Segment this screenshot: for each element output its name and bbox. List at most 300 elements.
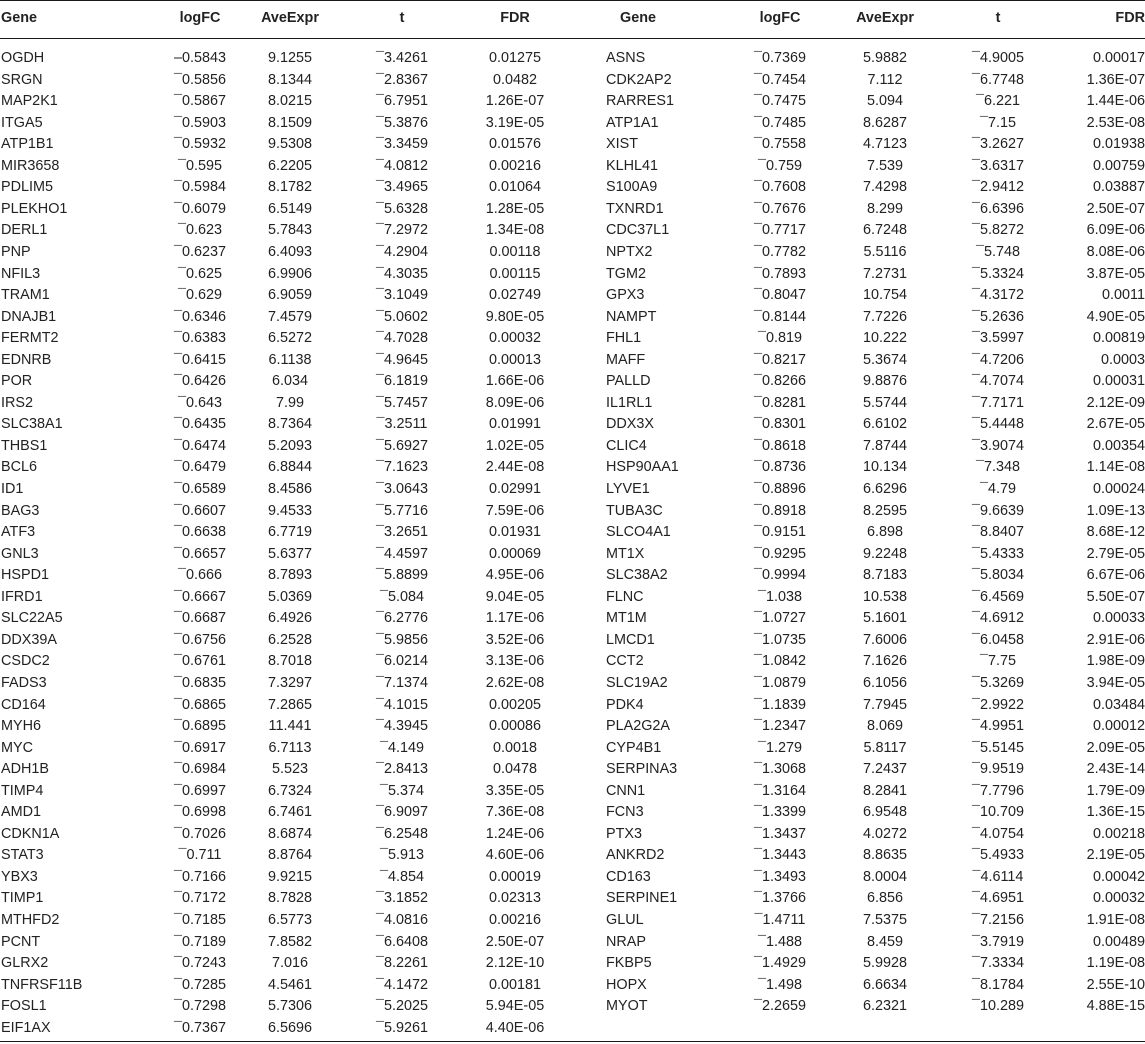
cell-logfc: ¯0.8266 [754, 373, 806, 390]
cell-logfc: ¯0.6474 [174, 437, 226, 454]
cell-t: ¯4.0754 [972, 825, 1024, 842]
cell-logfc: ¯0.5984 [174, 179, 226, 196]
cell-logfc: ¯1.4929 [754, 955, 806, 972]
cell-logfc: ¯0.7454 [754, 71, 806, 88]
cell-t: ¯4.1015 [376, 696, 428, 713]
cell-aveexpr: 8.299 [866, 200, 903, 217]
cell-t: ¯4.7206 [972, 351, 1024, 368]
cell-t: ¯5.6927 [376, 437, 428, 454]
cell-fdr: 0.00216 [488, 912, 542, 928]
table-row [0, 457, 1145, 479]
cell-logfc: ¯0.7285 [174, 976, 226, 993]
cell-t: ¯5.4448 [972, 416, 1024, 433]
cell-logfc: ¯0.7485 [754, 114, 806, 131]
cell-t: ¯5.9261 [376, 1019, 428, 1036]
cell-logfc: ¯0.7189 [174, 933, 226, 950]
header-row [0, 8, 1145, 30]
cell-fdr: 3.94E-05 [1086, 674, 1145, 691]
cell-fdr: 0.0478 [492, 761, 537, 778]
cell-logfc: ¯0.759 [758, 157, 802, 174]
cell-gene: PLEKHO1 [1, 200, 68, 217]
cell-gene: CYP4B1 [606, 739, 662, 756]
cell-aveexpr: 5.523 [271, 761, 308, 778]
cell-gene: TGM2 [606, 265, 646, 282]
table-row [0, 608, 1145, 630]
cell-t: ¯9.9519 [972, 761, 1024, 778]
cell-logfc: ¯0.7608 [754, 179, 806, 196]
cell-gene: MAFF [606, 351, 646, 368]
cell-fdr: 0.00019 [488, 868, 542, 885]
cell-aveexpr: 6.4926 [267, 610, 312, 627]
cell-gene: YBX3 [1, 868, 38, 885]
cell-t: ¯4.3035 [376, 265, 428, 282]
cell-logfc: ¯1.0727 [754, 610, 806, 627]
cell-fdr: 2.43E-14 [1086, 761, 1145, 778]
cell-logfc: ¯0.7166 [174, 868, 226, 885]
cell-aveexpr: 6.2528 [267, 631, 312, 648]
cell-aveexpr: 6.7113 [268, 739, 312, 756]
cell-gene: BCL6 [1, 459, 37, 476]
cell-fdr: 0.00024 [1092, 481, 1145, 497]
cell-aveexpr: 6.7248 [862, 222, 907, 239]
cell-logfc: ¯0.6589 [174, 481, 226, 497]
cell-fdr: 1.66E-06 [485, 373, 545, 390]
cell-t: ¯5.913 [380, 847, 424, 864]
table-row [0, 695, 1145, 717]
cell-aveexpr: 6.9059 [267, 287, 312, 304]
cell-gene: TUBA3C [606, 502, 663, 519]
cell-t: ¯7.2156 [972, 912, 1024, 928]
cell-t: ¯5.9856 [376, 631, 428, 648]
cell-aveexpr: 7.7226 [862, 308, 907, 325]
cell-gene: GLRX2 [1, 955, 49, 972]
cell-fdr: 0.00759 [1092, 157, 1145, 174]
table-row [0, 371, 1145, 393]
cell-gene: FHL1 [606, 330, 642, 347]
cell-aveexpr: 10.134 [862, 459, 907, 476]
cell-gene: FCN3 [606, 804, 644, 821]
table-row [0, 48, 1145, 70]
cell-logfc: ¯1.3443 [754, 847, 806, 864]
cell-logfc: ¯0.8217 [754, 351, 806, 368]
cell-t: ¯5.7457 [376, 394, 428, 411]
cell-fdr: 6.09E-06 [1086, 222, 1145, 239]
cell-gene: TRAM1 [1, 287, 50, 304]
cell-t: ¯5.5145 [972, 739, 1024, 756]
cell-t: ¯6.0214 [376, 653, 428, 670]
cell-fdr: 0.01064 [488, 179, 542, 196]
cell-fdr: 0.00042 [1092, 868, 1145, 885]
cell-aveexpr: 6.2321 [862, 998, 907, 1015]
cell-fdr: 0.01576 [488, 136, 542, 153]
cell-gene: BAG3 [1, 502, 40, 519]
cell-fdr: 2.50E-07 [1086, 200, 1145, 217]
cell-t: ¯10.289 [972, 998, 1024, 1015]
cell-logfc: ¯0.9151 [754, 524, 806, 541]
cell-logfc: ¯0.6865 [174, 696, 226, 713]
cell-logfc: ¯0.6997 [174, 782, 226, 799]
cell-logfc: ¯0.7893 [754, 265, 806, 282]
table-row [0, 436, 1145, 458]
cell-gene: MTHFD2 [1, 912, 60, 928]
cell-aveexpr: 7.8582 [267, 933, 312, 950]
cell-logfc: ¯2.2659 [754, 998, 806, 1015]
cell-fdr: 2.09E-05 [1086, 739, 1145, 756]
cell-t: ¯4.0816 [376, 912, 428, 928]
cell-fdr: 2.55E-10 [1086, 976, 1145, 993]
cell-logfc: ¯0.6895 [174, 718, 226, 735]
cell-gene: PCNT [1, 933, 41, 950]
cell-aveexpr: 8.1509 [267, 114, 312, 131]
table-row [0, 242, 1145, 264]
cell-logfc: ¯0.9994 [754, 567, 806, 584]
cell-t: ¯4.6114 [972, 868, 1024, 885]
cell-t: ¯5.3876 [376, 114, 428, 131]
cell-fdr: 0.00012 [1092, 718, 1145, 735]
cell-aveexpr: 7.539 [866, 157, 903, 174]
cell-aveexpr: 8.8635 [862, 847, 907, 864]
cell-logfc: ¯0.8144 [754, 308, 806, 325]
cell-gene: THBS1 [1, 437, 48, 454]
cell-fdr: 0.00115 [489, 265, 541, 282]
cell-t: ¯4.6951 [972, 890, 1024, 907]
cell-t: ¯5.084 [380, 588, 424, 605]
cell-fdr: 0.0482 [492, 71, 537, 88]
cell-gene: HOPX [606, 976, 647, 993]
cell-fdr: 9.04E-05 [485, 588, 545, 605]
cell-aveexpr: 10.222 [862, 330, 907, 347]
table-row [0, 522, 1145, 544]
cell-aveexpr: 5.7306 [267, 998, 312, 1015]
cell-t: ¯5.8899 [376, 567, 428, 584]
table-row [0, 781, 1145, 803]
cell-gene: MYC [1, 739, 33, 756]
cell-gene: GPX3 [606, 287, 645, 304]
cell-fdr: 3.35E-05 [485, 782, 545, 799]
cell-logfc: ¯1.4711 [754, 912, 806, 928]
cell-logfc: ¯0.623 [178, 222, 222, 239]
cell-t: ¯5.8034 [972, 567, 1024, 584]
cell-t: ¯7.348 [976, 459, 1020, 476]
cell-logfc: ¯0.8618 [754, 437, 806, 454]
cell-fdr: 1.34E-08 [485, 222, 545, 239]
cell-aveexpr: 8.6874 [267, 825, 312, 842]
cell-t: ¯7.1374 [376, 674, 428, 691]
cell-fdr: 2.79E-05 [1086, 545, 1145, 562]
cell-gene: FADS3 [1, 674, 47, 691]
header-fdr-right: FDR [1115, 10, 1145, 26]
cell-gene: GNL3 [1, 545, 39, 562]
table-row [0, 177, 1145, 199]
cell-aveexpr: 9.9215 [267, 868, 312, 885]
cell-t: ¯4.6912 [972, 610, 1024, 627]
cell-fdr: 0.0003 [1100, 351, 1145, 368]
cell-fdr: 4.95E-06 [485, 567, 545, 584]
cell-logfc: ¯0.8918 [754, 502, 806, 519]
table-row [0, 953, 1145, 975]
cell-fdr: 0.00181 [488, 976, 542, 993]
cell-fdr: 3.87E-05 [1086, 265, 1145, 282]
cell-t: ¯2.9922 [972, 696, 1024, 713]
cell-t: ¯6.6396 [972, 200, 1024, 217]
cell-aveexpr: 6.7719 [267, 524, 312, 541]
cell-aveexpr: 5.1601 [862, 610, 907, 627]
cell-fdr: 6.67E-06 [1086, 567, 1145, 584]
cell-fdr: 0.00033 [1092, 610, 1145, 627]
cell-gene: FERMT2 [1, 330, 59, 347]
table-row [0, 910, 1145, 932]
cell-t: ¯9.6639 [972, 502, 1024, 519]
cell-gene: MYH6 [1, 718, 41, 735]
cell-fdr: 0.02313 [488, 890, 542, 907]
cell-aveexpr: 5.8117 [863, 739, 907, 756]
cell-logfc: ¯0.7782 [754, 243, 806, 260]
cell-gene: TIMP4 [1, 782, 44, 799]
cell-gene: ID1 [1, 481, 24, 497]
cell-fdr: 1.17E-06 [485, 610, 545, 627]
cell-gene: TXNRD1 [606, 200, 664, 217]
cell-t: ¯8.1784 [972, 976, 1024, 993]
cell-aveexpr: 4.5461 [267, 976, 312, 993]
table-row [0, 824, 1145, 846]
cell-aveexpr: 8.8764 [267, 847, 312, 864]
cell-aveexpr: 6.4093 [267, 243, 312, 260]
cell-fdr: 0.01931 [488, 524, 542, 541]
table-row [0, 328, 1145, 350]
header-logfc-right: logFC [759, 10, 801, 26]
cell-logfc: ¯0.7185 [174, 912, 226, 928]
cell-logfc: ¯1.1839 [754, 696, 806, 713]
cell-fdr: 0.00489 [1092, 933, 1145, 950]
cell-t: ¯3.2511 [376, 416, 428, 433]
cell-fdr: 2.19E-05 [1086, 847, 1145, 864]
table-row [0, 91, 1145, 113]
cell-aveexpr: 5.9882 [862, 50, 907, 66]
cell-t: ¯3.6317 [972, 157, 1024, 174]
cell-logfc: ¯1.0735 [754, 631, 806, 648]
cell-t: ¯4.9005 [972, 50, 1024, 66]
cell-logfc: ¯0.7369 [754, 50, 806, 66]
cell-t: ¯5.2636 [972, 308, 1024, 325]
cell-fdr: 0.00205 [488, 696, 542, 713]
cell-aveexpr: 7.5375 [862, 912, 907, 928]
cell-fdr: 1.24E-06 [485, 825, 545, 842]
cell-gene: POR [1, 373, 33, 390]
cell-t: ¯7.7171 [972, 394, 1024, 411]
header-rule [0, 38, 1145, 39]
cell-logfc: ¯0.7367 [174, 1019, 226, 1036]
table-row [0, 888, 1145, 910]
cell-aveexpr: 5.6377 [267, 545, 312, 562]
table-row [0, 414, 1145, 436]
cell-aveexpr: 8.6287 [862, 114, 907, 131]
cell-fdr: 9.80E-05 [485, 308, 545, 325]
cell-gene: FLNC [606, 588, 644, 605]
table-row [0, 565, 1145, 587]
cell-fdr: 1.91E-08 [1086, 912, 1145, 928]
table-row [0, 479, 1145, 501]
cell-logfc: ¯0.8896 [754, 481, 806, 497]
table-row [0, 220, 1145, 242]
cell-fdr: 0.02991 [488, 481, 542, 497]
cell-aveexpr: 5.5744 [862, 394, 907, 411]
cell-logfc: ¯0.9295 [754, 545, 806, 562]
cell-fdr: 1.09E-13 [1086, 502, 1145, 519]
cell-logfc: ¯0.7676 [754, 200, 806, 217]
cell-logfc: ¯0.6435 [174, 416, 226, 433]
cell-t: ¯5.3269 [972, 674, 1024, 691]
cell-t: ¯4.9645 [376, 351, 428, 368]
table-row [0, 264, 1145, 286]
cell-gene: MT1M [606, 610, 647, 627]
cell-fdr: 0.00118 [489, 243, 541, 260]
cell-t: ¯5.4333 [972, 545, 1024, 562]
cell-gene: PLA2G2A [606, 718, 670, 735]
cell-gene: PDLIM5 [1, 179, 53, 196]
cell-fdr: 0.03484 [1092, 696, 1145, 713]
cell-logfc: ¯0.6079 [174, 200, 226, 217]
cell-t: ¯3.4965 [376, 179, 428, 196]
cell-gene: GLUL [606, 912, 644, 928]
cell-gene: MIR3658 [1, 157, 60, 174]
cell-logfc: ¯0.643 [178, 394, 222, 411]
bottom-rule [0, 1041, 1145, 1042]
cell-fdr: 1.02E-05 [485, 437, 545, 454]
cell-aveexpr: 6.1056 [862, 674, 907, 691]
cell-aveexpr: 4.0272 [862, 825, 907, 842]
cell-gene: SLC38A1 [1, 416, 63, 433]
cell-logfc: ¯0.666 [178, 567, 222, 584]
cell-gene: SERPINA3 [606, 761, 678, 778]
cell-gene: NAMPT [606, 308, 657, 325]
cell-logfc: ¯0.6761 [174, 653, 226, 670]
cell-gene: MYOT [606, 998, 648, 1015]
table-row [0, 932, 1145, 954]
cell-t: ¯6.4569 [972, 588, 1024, 605]
cell-fdr: 2.12E-09 [1086, 394, 1145, 411]
cell-gene: RARRES1 [606, 93, 674, 110]
cell-fdr: 8.09E-06 [485, 394, 545, 411]
cell-fdr: 2.91E-06 [1086, 631, 1145, 648]
table-row [0, 307, 1145, 329]
cell-gene: DNAJB1 [1, 308, 57, 325]
cell-logfc: –0.5843 [173, 50, 227, 66]
cell-gene: SLC22A5 [1, 610, 63, 627]
cell-gene: CDKN1A [1, 825, 60, 842]
cell-gene: PDK4 [606, 696, 644, 713]
cell-fdr: 0.00017 [1092, 50, 1145, 66]
cell-t: ¯3.1852 [376, 890, 428, 907]
cell-fdr: 0.0011 [1102, 287, 1145, 304]
cell-t: ¯6.0458 [972, 631, 1024, 648]
cell-logfc: ¯1.3164 [754, 782, 806, 799]
cell-aveexpr: 6.5696 [267, 1019, 312, 1036]
cell-t: ¯6.2776 [376, 610, 428, 627]
cell-fdr: 3.13E-06 [485, 653, 545, 670]
cell-logfc: ¯1.279 [758, 739, 802, 756]
cell-aveexpr: 8.7364 [267, 416, 312, 433]
cell-aveexpr: 6.1138 [268, 351, 312, 368]
cell-aveexpr: 6.5272 [267, 330, 312, 347]
cell-aveexpr: 10.754 [862, 287, 907, 304]
cell-t: ¯3.2651 [376, 524, 428, 541]
cell-t: ¯6.9097 [376, 804, 428, 821]
cell-gene: MT1X [606, 545, 645, 562]
cell-logfc: ¯1.3399 [754, 804, 806, 821]
cell-t: ¯5.748 [976, 243, 1020, 260]
cell-aveexpr: 6.5149 [267, 200, 312, 217]
cell-logfc: ¯0.629 [178, 287, 222, 304]
cell-fdr: 0.00032 [1092, 890, 1145, 907]
cell-fdr: 0.01938 [1092, 136, 1145, 153]
cell-aveexpr: 8.0215 [267, 93, 312, 110]
header-t-left: t [399, 10, 405, 26]
table-row [0, 587, 1145, 609]
cell-fdr: 4.88E-15 [1086, 998, 1145, 1015]
cell-aveexpr: 7.6006 [862, 631, 907, 648]
table-row [0, 113, 1145, 135]
cell-aveexpr: 7.4579 [267, 308, 312, 325]
table-row [0, 199, 1145, 221]
cell-t: ¯3.0643 [376, 481, 428, 497]
cell-gene: HSP90AA1 [606, 459, 679, 476]
cell-aveexpr: 7.7945 [862, 696, 907, 713]
cell-aveexpr: 7.112 [867, 71, 903, 88]
table-row [0, 134, 1145, 156]
cell-aveexpr: 5.3674 [862, 351, 907, 368]
table-row [0, 673, 1145, 695]
cell-logfc: ¯0.6479 [174, 459, 226, 476]
cell-gene: HSPD1 [1, 567, 49, 584]
cell-fdr: 1.14E-08 [1086, 459, 1145, 476]
cell-t: ¯7.75 [980, 653, 1016, 670]
cell-logfc: ¯0.7717 [754, 222, 806, 239]
cell-gene: LYVE1 [606, 481, 650, 497]
cell-logfc: ¯0.8301 [754, 416, 806, 433]
cell-logfc: ¯0.6346 [174, 308, 226, 325]
cell-aveexpr: 10.538 [862, 588, 907, 605]
cell-logfc: ¯1.038 [758, 588, 802, 605]
cell-logfc: ¯0.625 [178, 265, 222, 282]
cell-gene: DERL1 [1, 222, 48, 239]
cell-logfc: ¯1.3068 [754, 761, 806, 778]
cell-fdr: 2.53E-08 [1086, 114, 1145, 131]
cell-aveexpr: 6.7324 [267, 782, 312, 799]
cell-logfc: ¯0.7475 [754, 93, 806, 110]
cell-fdr: 1.79E-09 [1086, 782, 1145, 799]
cell-t: ¯6.221 [976, 93, 1020, 110]
cell-t: ¯4.854 [380, 868, 424, 885]
cell-fdr: 4.60E-06 [485, 847, 545, 864]
cell-gene: NFIL3 [1, 265, 41, 282]
cell-aveexpr: 6.6296 [862, 481, 907, 497]
cell-logfc: ¯0.8047 [754, 287, 806, 304]
cell-gene: CDC37L1 [606, 222, 670, 239]
cell-fdr: 0.00013 [488, 351, 542, 368]
cell-fdr: 0.03887 [1092, 179, 1145, 196]
cell-gene: ADH1B [1, 761, 49, 778]
cell-logfc: ¯0.7172 [174, 890, 226, 907]
table-row [0, 1018, 1145, 1040]
cell-logfc: ¯0.7298 [174, 998, 226, 1015]
cell-gene: OGDH [1, 50, 45, 66]
cell-t: ¯8.2261 [376, 955, 428, 972]
cell-gene: IFRD1 [1, 588, 43, 605]
cell-t: ¯3.7919 [972, 933, 1024, 950]
cell-aveexpr: 11.441 [268, 718, 312, 735]
cell-fdr: 0.0018 [492, 739, 537, 756]
cell-t: ¯5.0602 [376, 308, 428, 325]
